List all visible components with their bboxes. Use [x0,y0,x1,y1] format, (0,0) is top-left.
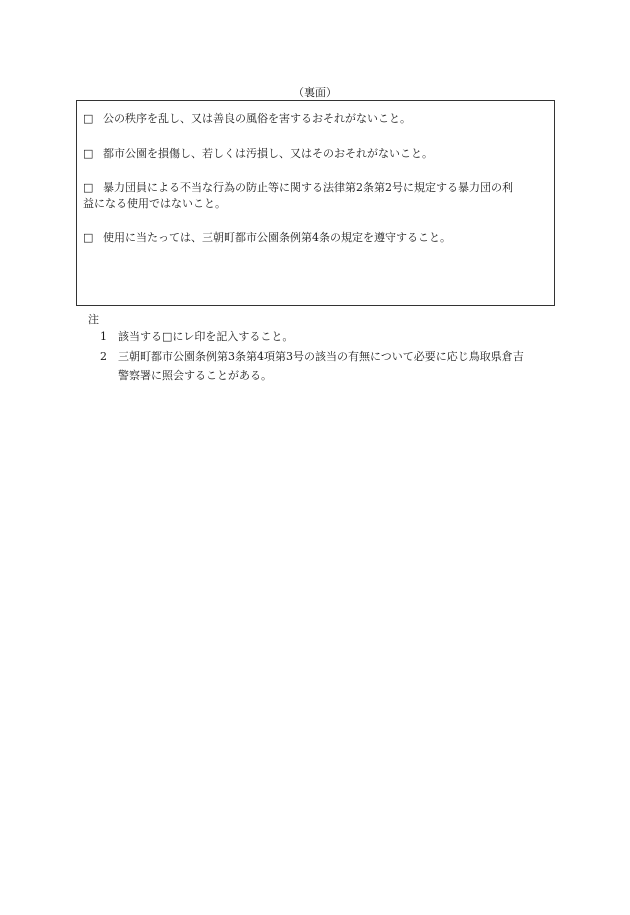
page-heading: （裏面） [293,86,337,99]
checklist-item [83,230,548,246]
checkbox[interactable]: □ [83,112,94,125]
note-number: 2 [100,350,107,363]
checklist-item-text: 公の秩序を乱し、又は善良の風俗を害するおそれがないこと。 [103,112,411,125]
note-number: 1 [100,330,107,343]
checklist-item-text [95,180,548,196]
checkbox[interactable]: □ [83,231,94,244]
note-item [100,347,560,385]
note-item [100,327,560,346]
checklist-item-text-line1: 暴力団員による不当な行為の防止等に関する法律第2条第2号に規定する暴力団の利 [103,181,513,194]
checklist-item-text-line2: 益になる使用ではないこと。 [83,197,226,210]
note-text: 該当する□にレ印を記入すること。 [118,330,294,343]
checkbox[interactable]: □ [83,147,94,160]
note-text [118,347,560,385]
checklist-box [76,100,555,306]
checklist-item-continuation [83,196,548,212]
note-text-line2: 警察署に照会することがある。 [118,369,272,382]
checkbox[interactable]: □ [83,181,94,194]
checklist-item [83,111,548,127]
checklist-item-text: 都市公園を損傷し、若しくは汚損し、又はそのおそれがないこと。 [103,147,433,160]
checklist-item [83,146,548,162]
checklist-item-text: 使用に当たっては、三朝町都市公園条例第4条の規定を遵守すること。 [103,231,451,244]
note-text-line1: 三朝町都市公園条例第3条第4項第3号の該当の有無について必要に応じ鳥取県倉吉 [118,350,524,363]
checklist-item [83,180,548,196]
notes-heading: 注 [88,313,99,326]
